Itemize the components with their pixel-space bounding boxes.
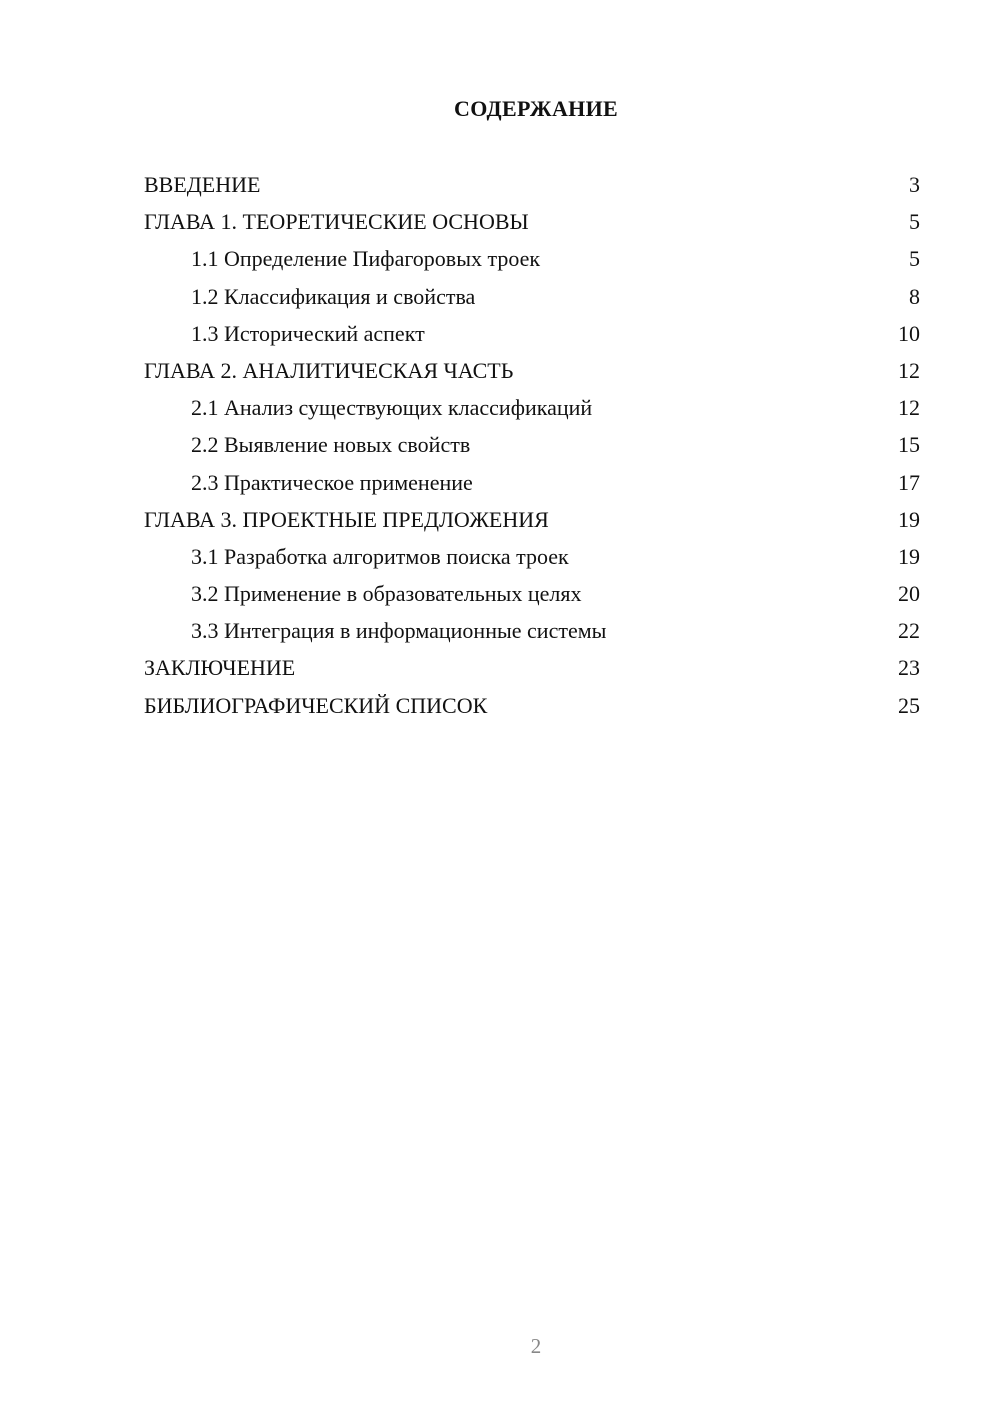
toc-entry-label: ВВЕДЕНИЕ [144,172,261,197]
toc-entry-section-3-3 [144,612,920,649]
toc-entry-label: 3.3 Интеграция в информационные системы [191,618,607,644]
toc-entry-label: БИБЛИОГРАФИЧЕСКИЙ СПИСОК [144,692,488,718]
toc-entry-page: 23 [898,655,920,681]
toc-entry-page: 8 [909,283,920,309]
toc-entry-page: 5 [909,209,920,235]
toc-entry-page: 3 [909,172,920,197]
toc-entry-page: 25 [898,692,920,718]
toc-entry-label: 2.2 Выявление новых свойств [191,432,471,458]
toc-entry-section-2-1 [144,389,920,426]
toc-entry-page: 22 [898,618,920,644]
toc-entry-page: 5 [909,246,920,272]
toc-entry-conclusion [144,649,920,686]
toc-entry-page: 10 [898,320,920,346]
toc-entry-label: 3.1 Разработка алгоритмов поиска троек [191,543,569,569]
toc-entry-page: 17 [898,469,920,495]
page-title: СОДЕРЖАНИЕ [454,96,618,121]
toc-entry-section-3-1 [144,538,920,575]
toc-entry-chapter-2 [144,352,920,389]
toc-entry-label: ГЛАВА 3. ПРОЕКТНЫЕ ПРЕДЛОЖЕНИЯ [144,506,549,532]
toc-entry-label: 1.3 Исторический аспект [191,320,425,346]
toc-entry-introduction [144,166,920,203]
toc-entry-section-1-1 [144,240,920,277]
toc-entry-label: 2.3 Практическое применение [191,469,473,495]
toc-entry-section-1-2 [144,278,920,315]
toc-entry-page: 12 [898,395,920,421]
toc-entry-page: 15 [898,432,920,458]
table-of-contents [144,166,920,724]
toc-entry-page: 19 [898,506,920,532]
toc-entry-section-3-2 [144,575,920,612]
toc-entry-label: 2.1 Анализ существующих классификаций [191,395,593,421]
toc-entry-section-2-3 [144,464,920,501]
toc-entry-label: 3.2 Применение в образовательных целях [191,581,582,607]
toc-entry-label: ЗАКЛЮЧЕНИЕ [144,655,296,681]
toc-entry-section-1-3 [144,315,920,352]
toc-entry-label: 1.1 Определение Пифагоровых троек [191,246,541,272]
toc-entry-section-2-2 [144,426,920,463]
toc-entry-chapter-1 [144,203,920,240]
toc-entry-label: 1.2 Классификация и свойства [191,283,476,309]
toc-entry-page: 19 [898,543,920,569]
toc-entry-page: 20 [898,581,920,607]
toc-entry-label: ГЛАВА 2. АНАЛИТИЧЕСКАЯ ЧАСТЬ [144,357,514,383]
toc-entry-page: 12 [898,357,920,383]
page-number: 2 [530,1334,542,1358]
toc-entry-bibliography [144,687,920,724]
toc-entry-chapter-3 [144,501,920,538]
toc-entry-label: ГЛАВА 1. ТЕОРЕТИЧЕСКИЕ ОСНОВЫ [144,209,529,235]
